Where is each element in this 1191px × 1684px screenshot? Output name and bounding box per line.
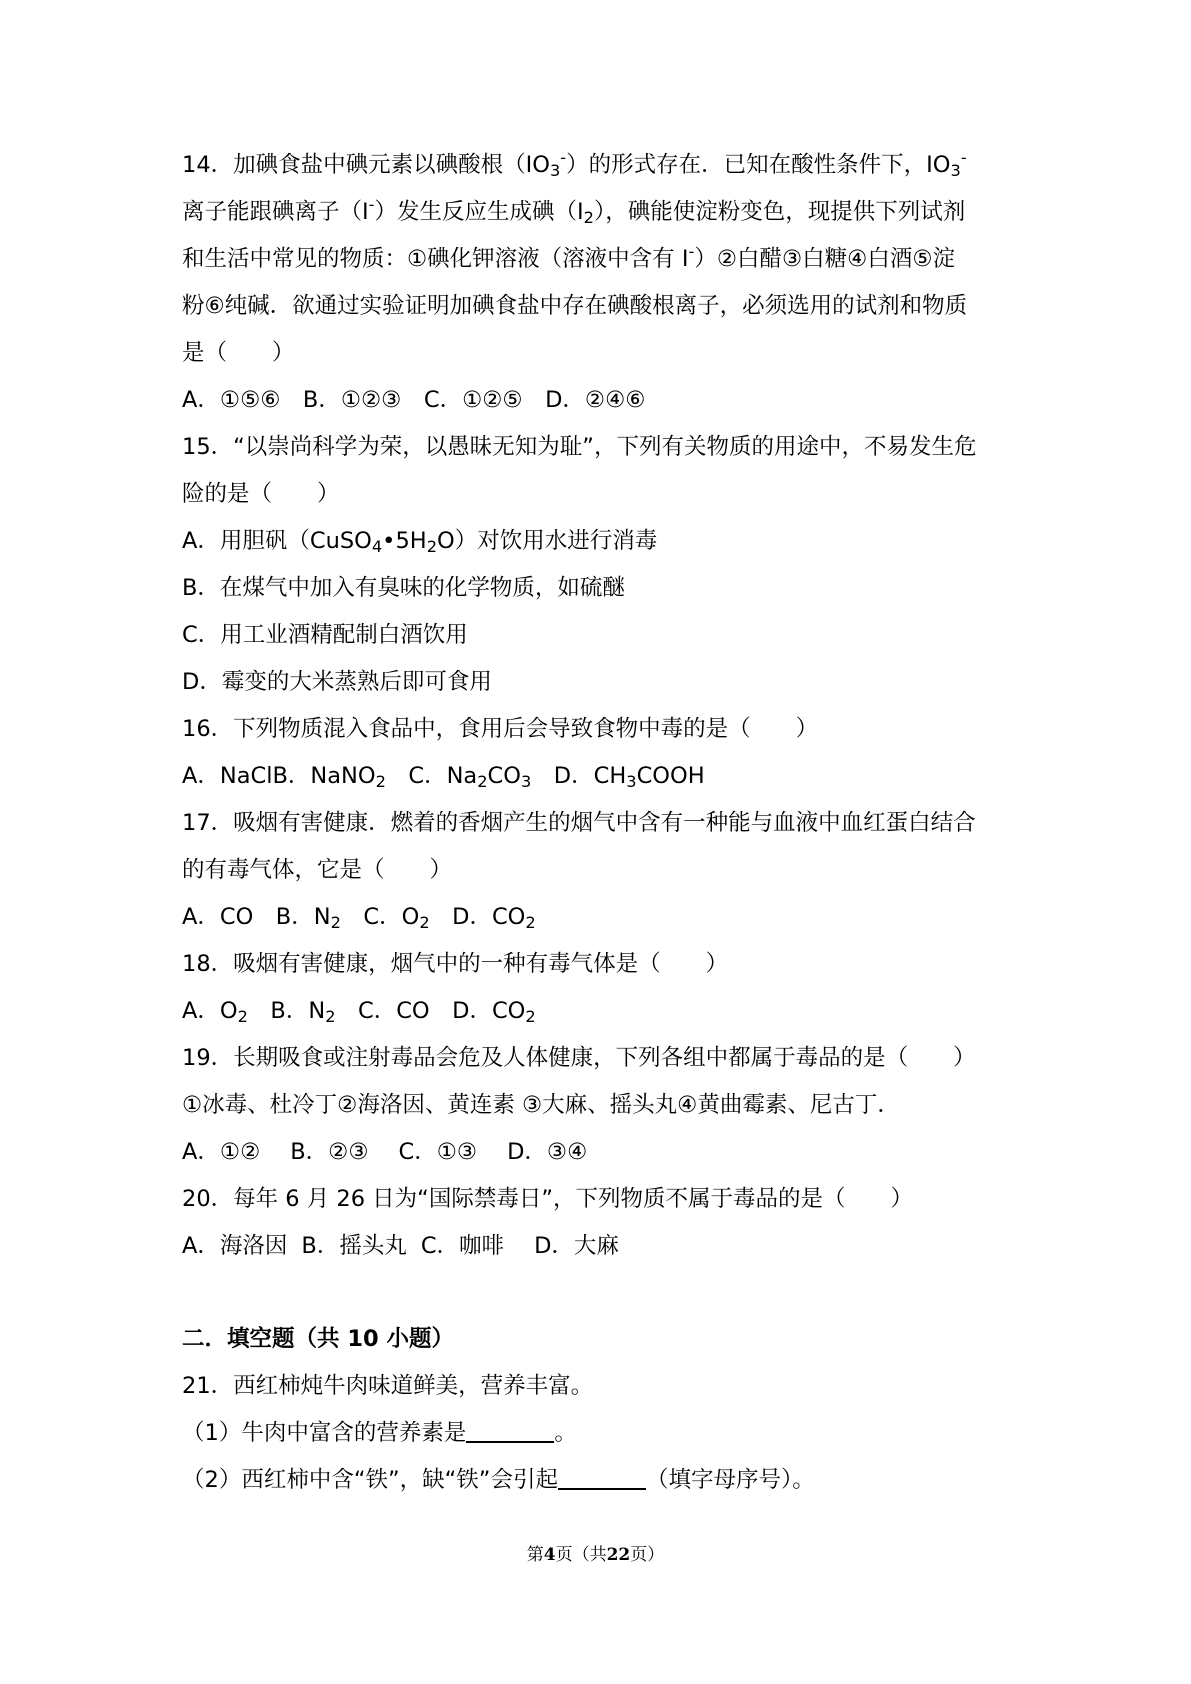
q14-line-2 xyxy=(182,189,1024,236)
total-pages: 22 xyxy=(606,1545,631,1565)
q15-line-1: 15．“以崇尚科学为荣，以愚昧无知为耻”，下列有关物质的用途中，不易发生危 xyxy=(182,434,977,460)
option-text: CO xyxy=(487,763,521,789)
subscript: 2 xyxy=(325,1007,336,1027)
option-text: C．CO D．CO xyxy=(335,998,526,1024)
sub-question-text: 。 xyxy=(554,1420,577,1446)
q14-text: 14．加碘食盐中碘元素以碘酸根（IO xyxy=(182,152,550,178)
answer-blank[interactable] xyxy=(466,1418,554,1444)
q20-line-1: 20．每年 6 月 26 日为“国际禁毒日”，下列物质不属于毒品的是（ ） xyxy=(182,1186,913,1212)
subscript: 3 xyxy=(549,161,561,181)
subscript: 2 xyxy=(525,1007,536,1027)
option-text: A．用胆矾（CuSO xyxy=(182,528,372,554)
q16-options xyxy=(182,753,1024,800)
option-text: A．NaClB．NaNO xyxy=(182,763,376,789)
q17-line-1: 17．吸烟有害健康．燃着的香烟产生的烟气中含有一种能与血液中血红蛋白结合 xyxy=(182,810,976,836)
exam-page-content xyxy=(182,142,1024,1504)
q17-options xyxy=(182,894,1024,941)
sub-question-text: （填字母序号）。 xyxy=(645,1467,815,1493)
q20-options xyxy=(182,1223,1024,1270)
page-footer xyxy=(0,1540,1191,1565)
option-d: D．大麻 xyxy=(534,1233,619,1259)
subscript: 2 xyxy=(237,1007,248,1027)
subscript: 2 xyxy=(477,772,488,792)
answer-blank[interactable] xyxy=(558,1465,646,1491)
q14-text: 和生活中常见的物质：①碘化钾溶液（溶液中含有 I xyxy=(182,246,689,272)
subscript: 4 xyxy=(371,537,383,557)
footer-text: 页） xyxy=(630,1545,665,1565)
q19-line-2: ①冰毒、杜冷丁②海洛因、黄连素 ③大麻、摇头丸④黄曲霉素、尼古丁． xyxy=(182,1092,900,1118)
option-c: C．咖啡 xyxy=(420,1233,505,1259)
superscript: - xyxy=(688,242,695,262)
q19-line-1: 19．长期吸食或注射毒品会危及人体健康，下列各组中都属于毒品的是（ ） xyxy=(182,1045,976,1071)
q21-line-1: 21．西红柿炖牛肉味道鲜美，营养丰富。 xyxy=(182,1373,594,1399)
option-c: C．①③ xyxy=(398,1139,478,1165)
subscript: 2 xyxy=(525,913,536,933)
q15-option-a xyxy=(182,518,1024,565)
q21-sub-2 xyxy=(182,1457,1024,1504)
option-text: A．O xyxy=(182,998,238,1024)
q15-option-c: C．用工业酒精配制白酒饮用 xyxy=(182,622,468,648)
option-text: C．O xyxy=(340,904,420,930)
option-text: D．CH xyxy=(531,763,627,789)
subscript: 2 xyxy=(583,208,594,228)
sub-question-text: （2）西红柿中含“铁”，缺“铁”会引起 xyxy=(182,1467,558,1493)
subscript: 3 xyxy=(520,772,532,792)
q19-options xyxy=(182,1129,1024,1176)
q14-text: ）的形式存在．已知在酸性条件下，IO xyxy=(566,152,951,178)
option-b: B．摇头丸 xyxy=(301,1233,407,1259)
q15-line-2: 险的是（ ） xyxy=(182,481,340,507)
subscript: 2 xyxy=(330,913,341,933)
q16-line-1: 16．下列物质混入食品中，食用后会导致食物中毒的是（ ） xyxy=(182,716,819,742)
subscript: 2 xyxy=(375,772,386,792)
option-text: COOH xyxy=(636,763,705,789)
q14-line-1 xyxy=(182,142,1024,189)
option-text: •5H xyxy=(382,528,427,554)
option-text: B．N xyxy=(247,998,326,1024)
q14-line-4: 粉⑥纯碱．欲通过实验证明加碘食盐中存在碘酸根离子，必须选用的试剂和物质 xyxy=(182,293,968,319)
q17-line-2: 的有毒气体，它是（ ） xyxy=(182,857,453,883)
superscript: - xyxy=(560,148,567,168)
footer-text: 第 xyxy=(526,1545,544,1565)
q14-text: ），碘能使淀粉变色，现提供下列试剂 xyxy=(593,199,966,225)
q14-options: A．①⑤⑥ B．①②③ C．①②⑤ D．②④⑥ xyxy=(182,387,646,413)
q14-line-3 xyxy=(182,236,1024,283)
q21-sub-1 xyxy=(182,1410,1024,1457)
footer-text: 页（共 xyxy=(555,1545,607,1565)
page-number: 4 xyxy=(543,1545,556,1565)
option-text: O）对饮用水进行消毒 xyxy=(437,528,658,554)
option-text: C．Na xyxy=(385,763,478,789)
q14-text: ）发生反应生成碘（I xyxy=(374,199,584,225)
option-text: D．CO xyxy=(429,904,526,930)
option-a: A．①② xyxy=(182,1139,261,1165)
sub-question-text: （1）牛肉中富含的营养素是 xyxy=(182,1420,467,1446)
subscript: 2 xyxy=(426,537,437,557)
q14-text: 离子能跟碘离子（I xyxy=(182,199,369,225)
subscript: 2 xyxy=(419,913,430,933)
superscript: - xyxy=(960,148,967,168)
q14-line-5: 是（ ） xyxy=(182,340,295,366)
option-b: B．②③ xyxy=(290,1139,369,1165)
section-title: 二．填空题（共 10 小题） xyxy=(182,1326,454,1352)
q14-text: ）②白醋③白糖④白酒⑤淀 xyxy=(694,246,955,272)
option-d: D．③④ xyxy=(507,1139,588,1165)
q15-option-b: B．在煤气中加入有臭味的化学物质，如硫醚 xyxy=(182,575,625,601)
q15-option-d: D．霉变的大米蒸熟后即可食用 xyxy=(182,669,492,695)
subscript: 3 xyxy=(626,772,637,792)
q18-line-1: 18．吸烟有害健康，烟气中的一种有毒气体是（ ） xyxy=(182,951,729,977)
q18-options xyxy=(182,988,1024,1035)
subscript: 3 xyxy=(950,161,961,181)
option-text: A．CO B．N xyxy=(182,904,331,930)
superscript: - xyxy=(368,195,375,215)
option-a: A．海洛因 xyxy=(182,1233,288,1259)
